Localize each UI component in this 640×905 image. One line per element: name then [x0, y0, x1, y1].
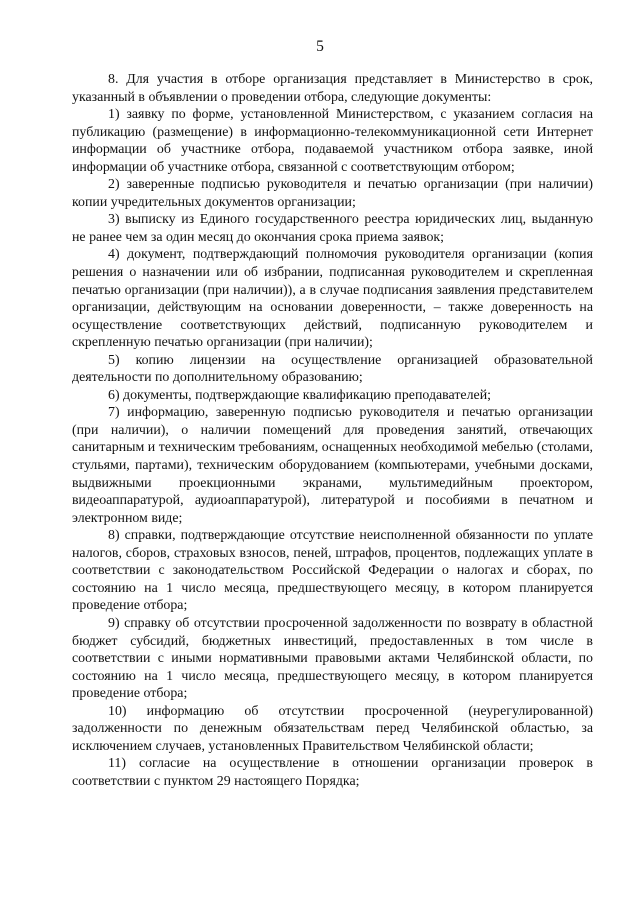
- paragraph-item-2: 2) заверенные подписью руководителя и печатью организации (при наличии) копии учредительных документов организации;: [72, 177, 593, 210]
- paragraph-item-6: 6) документы, подтверждающие квалификацию преподавателей;: [108, 387, 491, 403]
- paragraph-section-8-intro: 8. Для участия в отборе организация представляет в Министерство в срок, указанный в объявлении о проведении отбора, следующие документы:: [72, 72, 593, 105]
- paragraph-item-1: 1) заявку по форме, установленной Министерством, с указанием согласия на публикацию (размещение) в информационно-телекоммуникационной сети Интернет информации об участнике отбора, подаваемой участником отбора заявке, иной информации об участнике отбора, связанной с соответствующим отбором;: [72, 107, 593, 175]
- page-number: 5: [316, 38, 324, 55]
- paragraph-item-10: 10) информацию об отсутствии просроченной (неурегулированной) задолженности по денежным обязательствам перед Челябинской областью, за исключением случаев, установленных Правительством Челябинской области;: [72, 703, 593, 754]
- paragraph-item-11: 11) согласие на осуществление в отношении организации проверок в соответствии с пунктом 29 настоящего Порядка;: [72, 756, 593, 789]
- paragraph-item-9: 9) справку об отсутствии просроченной задолженности по возврату в областной бюджет субсидий, бюджетных инвестиций, предоставленных в том числе в соответствии с иными нормативными правовыми актами Челябинской области, по состоянию на 1 число месяца, предшествующего месяцу, в котором планируется проведение отбора;: [72, 615, 593, 702]
- paragraph-item-3: 3) выписку из Единого государственного реестра юридических лиц, выданную не ранее чем за один месяц до окончания срока приема заявок;: [72, 212, 593, 245]
- paragraph-item-8: 8) справки, подтверждающие отсутствие неисполненной обязанности по уплате налогов, сборов, страховых взносов, пеней, штрафов, процентов, подлежащих уплате в соответствии с законодательством Российской Федерации о налогах и сборах, по состоянию на 1 число месяца, предшествующего месяцу, в котором планируется проведение отбора;: [72, 528, 593, 614]
- paragraph-item-4: 4) документ, подтверждающий полномочия руководителя организации (копия решения о назначении или об избрании, подписанная руководителем и скрепленная печатью организации (при наличии)), а в случае подписания заявления представителем организации, действующим на основании доверенности, – также доверенность на осуществление соответствующих действий, подписанную руководителем и скрепленную печатью организации (при наличии);: [72, 247, 593, 351]
- document-body: [72, 71, 593, 790]
- paragraph-item-7: 7) информацию, заверенную подписью руководителя и печатью организации (при наличии), о наличии помещений для проведения занятий, отвечающих санитарным и техническим требованиям, оснащенных необходимой мебелью (столами, стульями, партами), техническим оборудованием (компьютерами, учебными досками, выдвижными проекционными экранами, мультимедийным проектором, видеоаппаратурой, аудиоаппаратурой), литературой и пособиями в печатном и электронном виде;: [72, 405, 593, 526]
- paragraph-item-5: 5) копию лицензии на осуществление организацией образовательной деятельности по дополнительному образованию;: [72, 352, 593, 386]
